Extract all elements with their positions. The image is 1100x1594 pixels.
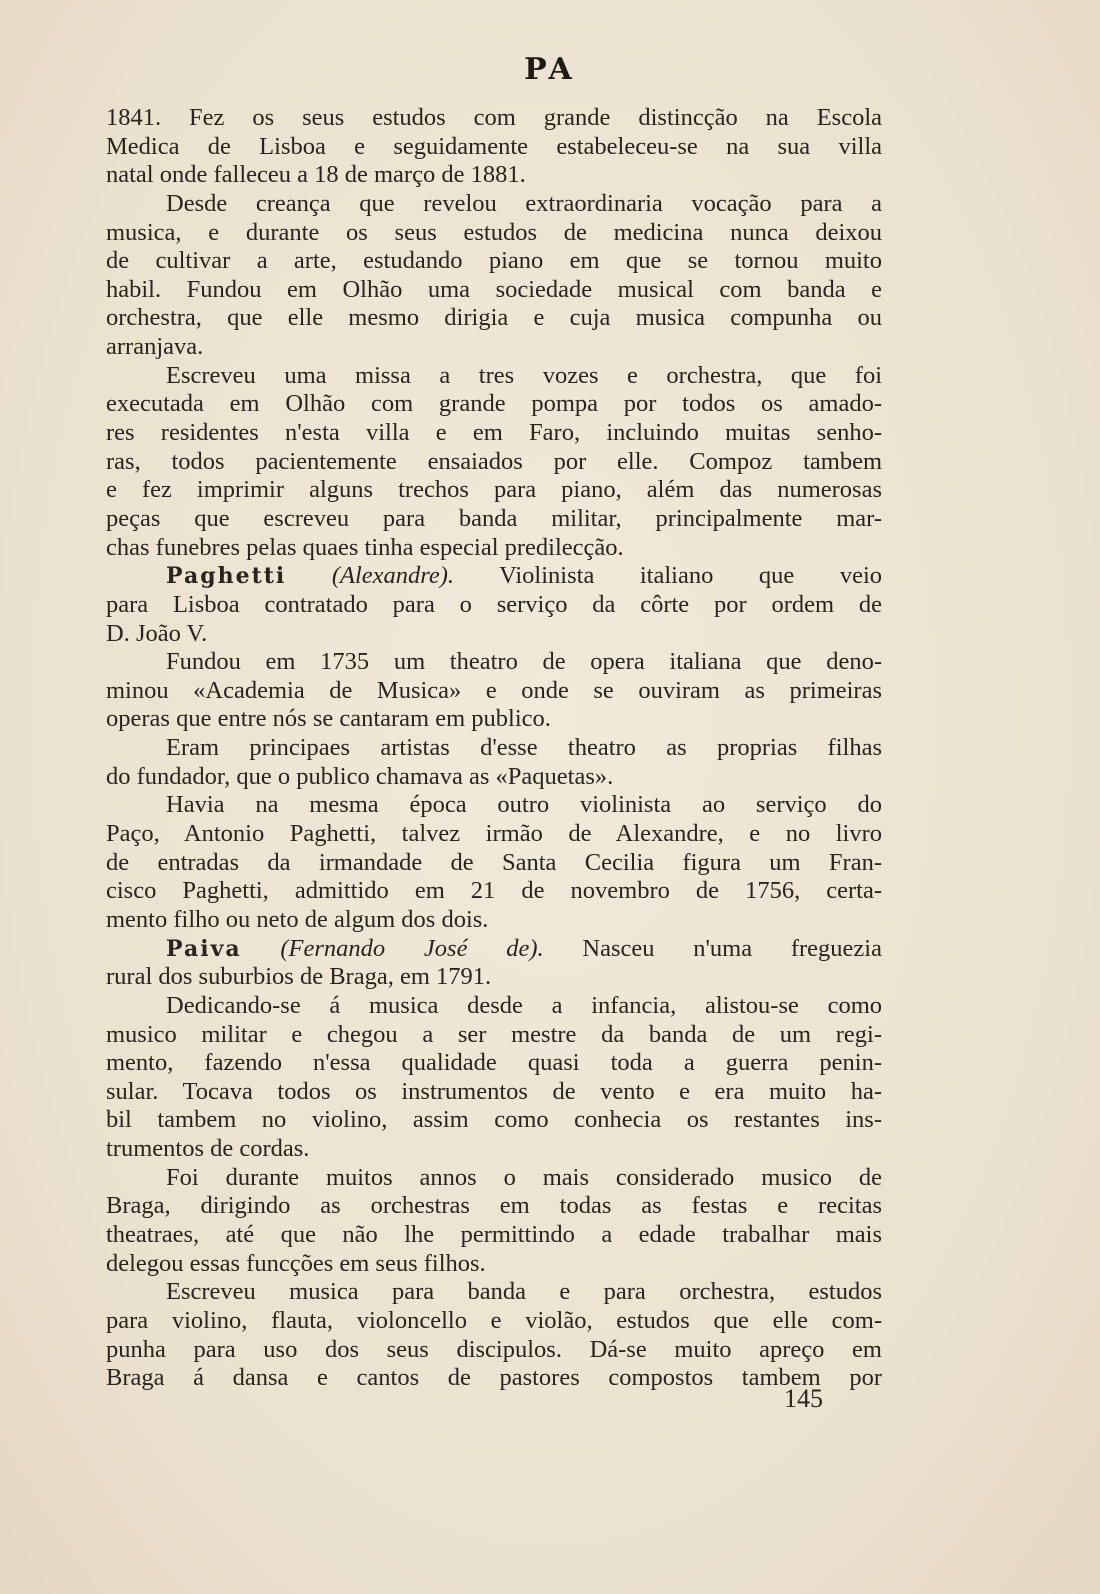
line-text: Violinista italiano que veio xyxy=(499,562,883,590)
line-text: 1841. Fez os seus estudos com grande distincção na Escola xyxy=(106,104,882,131)
text-line xyxy=(106,1364,882,1393)
text-line xyxy=(106,992,882,1021)
text-line xyxy=(106,1021,882,1050)
line-text: Desde creança que revelou extraordinaria vocação para a xyxy=(166,189,882,217)
line-text: chas funebres pelas quaes tinha especial predilecção. xyxy=(106,533,624,561)
text-line xyxy=(106,304,882,333)
line-text: mento filho ou neto de algum dos dois. xyxy=(106,905,489,933)
line-text: res residentes n'esta villa e em Faro, incluindo muitas senho- xyxy=(106,419,882,447)
line-text: musica, e durante os seus estudos de medicina nunca deixou xyxy=(106,218,882,246)
text-line xyxy=(106,476,882,505)
line-text: D. João V. xyxy=(106,619,208,647)
line-text: minou «Academia de Musica» e onde se ouviram as primeiras xyxy=(106,676,882,704)
line-text: musico militar e chegou a ser mestre da banda de um regi- xyxy=(106,1020,882,1048)
text-line xyxy=(106,791,882,820)
text-line xyxy=(106,705,882,734)
line-text: habil. Fundou em Olhão uma sociedade musical com banda e xyxy=(106,275,882,303)
body-text xyxy=(106,104,882,1393)
line-text: ras, todos pacientemente ensaiados por elle. Compoz tambem xyxy=(106,447,882,475)
line-text: sular. Tocava todos os instrumentos de vento e era muito ha- xyxy=(106,1077,882,1105)
line-text: Braga, dirigindo as orchestras em todas as festas e recitas xyxy=(106,1192,882,1220)
text-line xyxy=(106,849,882,878)
text-line xyxy=(106,1135,882,1164)
line-text: Eram principaes artistas d'esse theatro as proprias filhas xyxy=(166,734,882,762)
entry-name: Paghetti xyxy=(166,563,287,590)
entry-heading-line xyxy=(106,562,882,591)
text-line xyxy=(106,620,882,649)
text-line xyxy=(106,1250,882,1279)
text-line xyxy=(106,219,882,248)
text-line xyxy=(106,505,882,534)
text-line xyxy=(106,1278,882,1307)
line-text: Fundou em 1735 um theatro de opera italiana que deno- xyxy=(166,648,882,676)
entry-heading-line xyxy=(106,935,882,964)
line-text: natal onde falleceu a 18 de março de 1881. xyxy=(106,161,526,189)
line-text: arranjava. xyxy=(106,333,204,361)
text-line xyxy=(106,906,882,935)
text-line xyxy=(106,190,882,219)
text-line xyxy=(106,591,882,620)
text-line xyxy=(106,161,882,190)
text-line xyxy=(106,763,882,792)
text-line xyxy=(106,1221,882,1250)
text-line xyxy=(106,1336,882,1365)
text-line xyxy=(106,963,882,992)
line-text: Braga á dansa e cantos de pastores compostos tambem por xyxy=(106,1364,882,1392)
line-text: mento, fazendo n'essa qualidade quasi toda a guerra penin- xyxy=(106,1049,882,1077)
text-line xyxy=(106,734,882,763)
text-line xyxy=(106,448,882,477)
text-line xyxy=(106,648,882,677)
line-text: do fundador, que o publico chamava as «Paquetas». xyxy=(106,762,614,790)
text-line xyxy=(106,820,882,849)
line-text: theatraes, até que não lhe permittindo a edade trabalhar mais xyxy=(106,1220,882,1248)
line-text: operas que entre nós se cantaram em publico. xyxy=(106,705,551,733)
text-line xyxy=(106,333,882,362)
text-line xyxy=(106,1106,882,1135)
line-text: delegou essas funcções em seus filhos. xyxy=(106,1249,486,1277)
line-text: peças que escreveu para banda militar, principalmente mar- xyxy=(106,504,882,532)
entry-forename: (Fernando José de). xyxy=(280,934,544,962)
entry-forename: (Alexandre). xyxy=(331,562,455,590)
line-text: rural dos suburbios de Braga, em 1791. xyxy=(106,963,492,991)
line-text: Dedicando-se á musica desde a infancia, alistou-se como xyxy=(166,991,882,1019)
line-text: Escreveu uma missa a tres vozes e orchestra, que foi xyxy=(166,361,882,389)
line-text: de entradas da irmandade de Santa Cecilia figura um Fran- xyxy=(106,848,882,876)
text-line xyxy=(106,1049,882,1078)
line-text: para Lisboa contratado para o serviço da côrte por ordem de xyxy=(106,590,882,618)
text-line xyxy=(106,1192,882,1221)
page-number: 145 xyxy=(784,1384,823,1413)
line-text: executada em Olhão com grande pompa por todos os amado- xyxy=(106,390,882,418)
line-text: Havia na mesma época outro violinista ao serviço do xyxy=(166,791,882,819)
line-text: bil tambem no violino, assim como conhecia os restantes ins- xyxy=(106,1106,882,1134)
text-line xyxy=(106,247,882,276)
line-text: punha para uso dos seus discipulos. Dá-se muito apreço em xyxy=(106,1335,882,1363)
line-text: orchestra, que elle mesmo dirigia e cuja musica compunha ou xyxy=(106,304,882,332)
line-text: para violino, flauta, violoncello e violão, estudos que elle com- xyxy=(106,1306,882,1334)
line-text: Escreveu musica para banda e para orchestra, estudos xyxy=(166,1278,882,1306)
text-line xyxy=(106,1078,882,1107)
line-text: cisco Paghetti, admittido em 21 de novembro de 1756, certa- xyxy=(106,877,882,905)
text-line xyxy=(106,133,882,162)
text-line xyxy=(106,104,882,133)
text-line xyxy=(106,276,882,305)
text-line xyxy=(106,1307,882,1336)
line-text: Nasceu n'uma freguezia xyxy=(582,934,882,962)
line-text: Medica de Lisboa e seguidamente estabeleceu-se na sua villa xyxy=(106,132,882,160)
line-text: e fez imprimir alguns trechos para piano, além das numerosas xyxy=(106,476,882,504)
text-line xyxy=(106,677,882,706)
line-text: trumentos de cordas. xyxy=(106,1135,310,1163)
running-head: PA xyxy=(524,52,576,87)
line-text: Paço, Antonio Paghetti, talvez irmão de Alexandre, e no livro xyxy=(106,820,882,848)
entry-name: Paiva xyxy=(166,935,242,962)
line-text: Foi durante muitos annos o mais considerado musico de xyxy=(166,1163,882,1191)
text-line xyxy=(106,534,882,563)
text-line xyxy=(106,419,882,448)
text-line xyxy=(106,1164,882,1193)
text-line xyxy=(106,390,882,419)
text-line xyxy=(106,362,882,391)
line-text: de cultivar a arte, estudando piano em que se tornou muito xyxy=(106,247,882,275)
text-line xyxy=(106,877,882,906)
